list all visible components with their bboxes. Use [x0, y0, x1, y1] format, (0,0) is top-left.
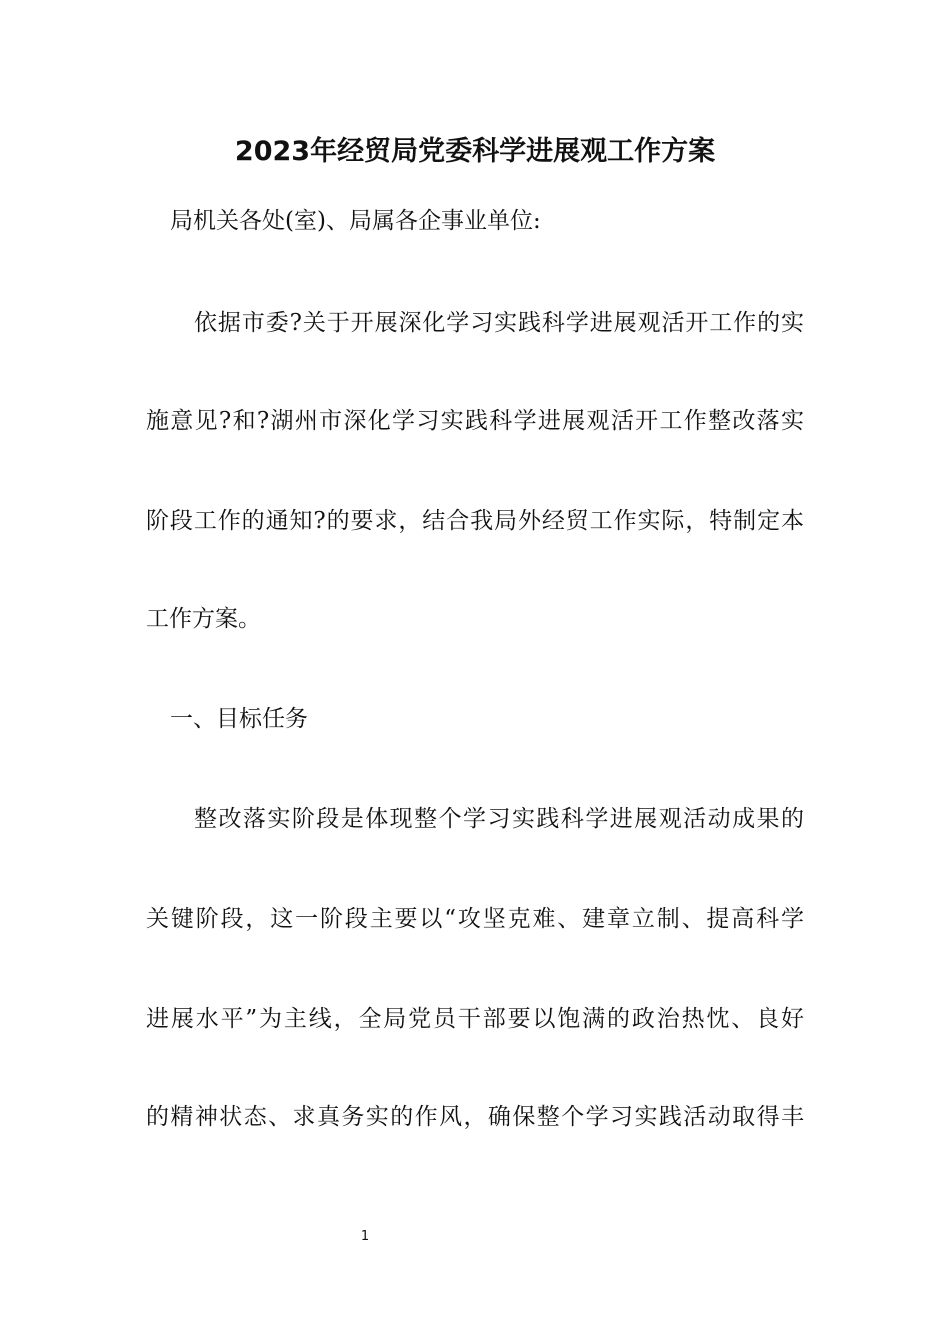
section-heading-1: 一、目标任务	[170, 706, 308, 732]
paragraph-2-line-3: 进展水平”为主线，全局党员干部要以饱满的政治热忱、良好	[146, 1006, 804, 1032]
paragraph-2-line-1: 整改落实阶段是体现整个学习实践科学进展观活动成果的	[194, 806, 804, 832]
paragraph-1-line-3: 阶段工作的通知?的要求，结合我局外经贸工作实际，特制定本	[146, 508, 804, 534]
salutation: 局机关各处(室)、局属各企事业单位:	[170, 208, 541, 234]
paragraph-1-line-2: 施意见?和?湖州市深化学习实践科学进展观活开工作整改落实	[146, 408, 804, 434]
paragraph-1-line-4: 工作方案。	[146, 606, 261, 632]
document-title: 2023年经贸局党委科学进展观工作方案	[234, 136, 716, 167]
paragraph-2-line-4: 的精神状态、求真务实的作风，确保整个学习实践活动取得丰	[146, 1104, 804, 1130]
paragraph-2-line-2: 关键阶段，这一阶段主要以“攻坚克难、建章立制、提高科学	[146, 906, 804, 932]
paragraph-1-line-1: 依据市委?关于开展深化学习实践科学进展观活开工作的实	[194, 310, 804, 336]
page-number: 1	[360, 1229, 370, 1244]
